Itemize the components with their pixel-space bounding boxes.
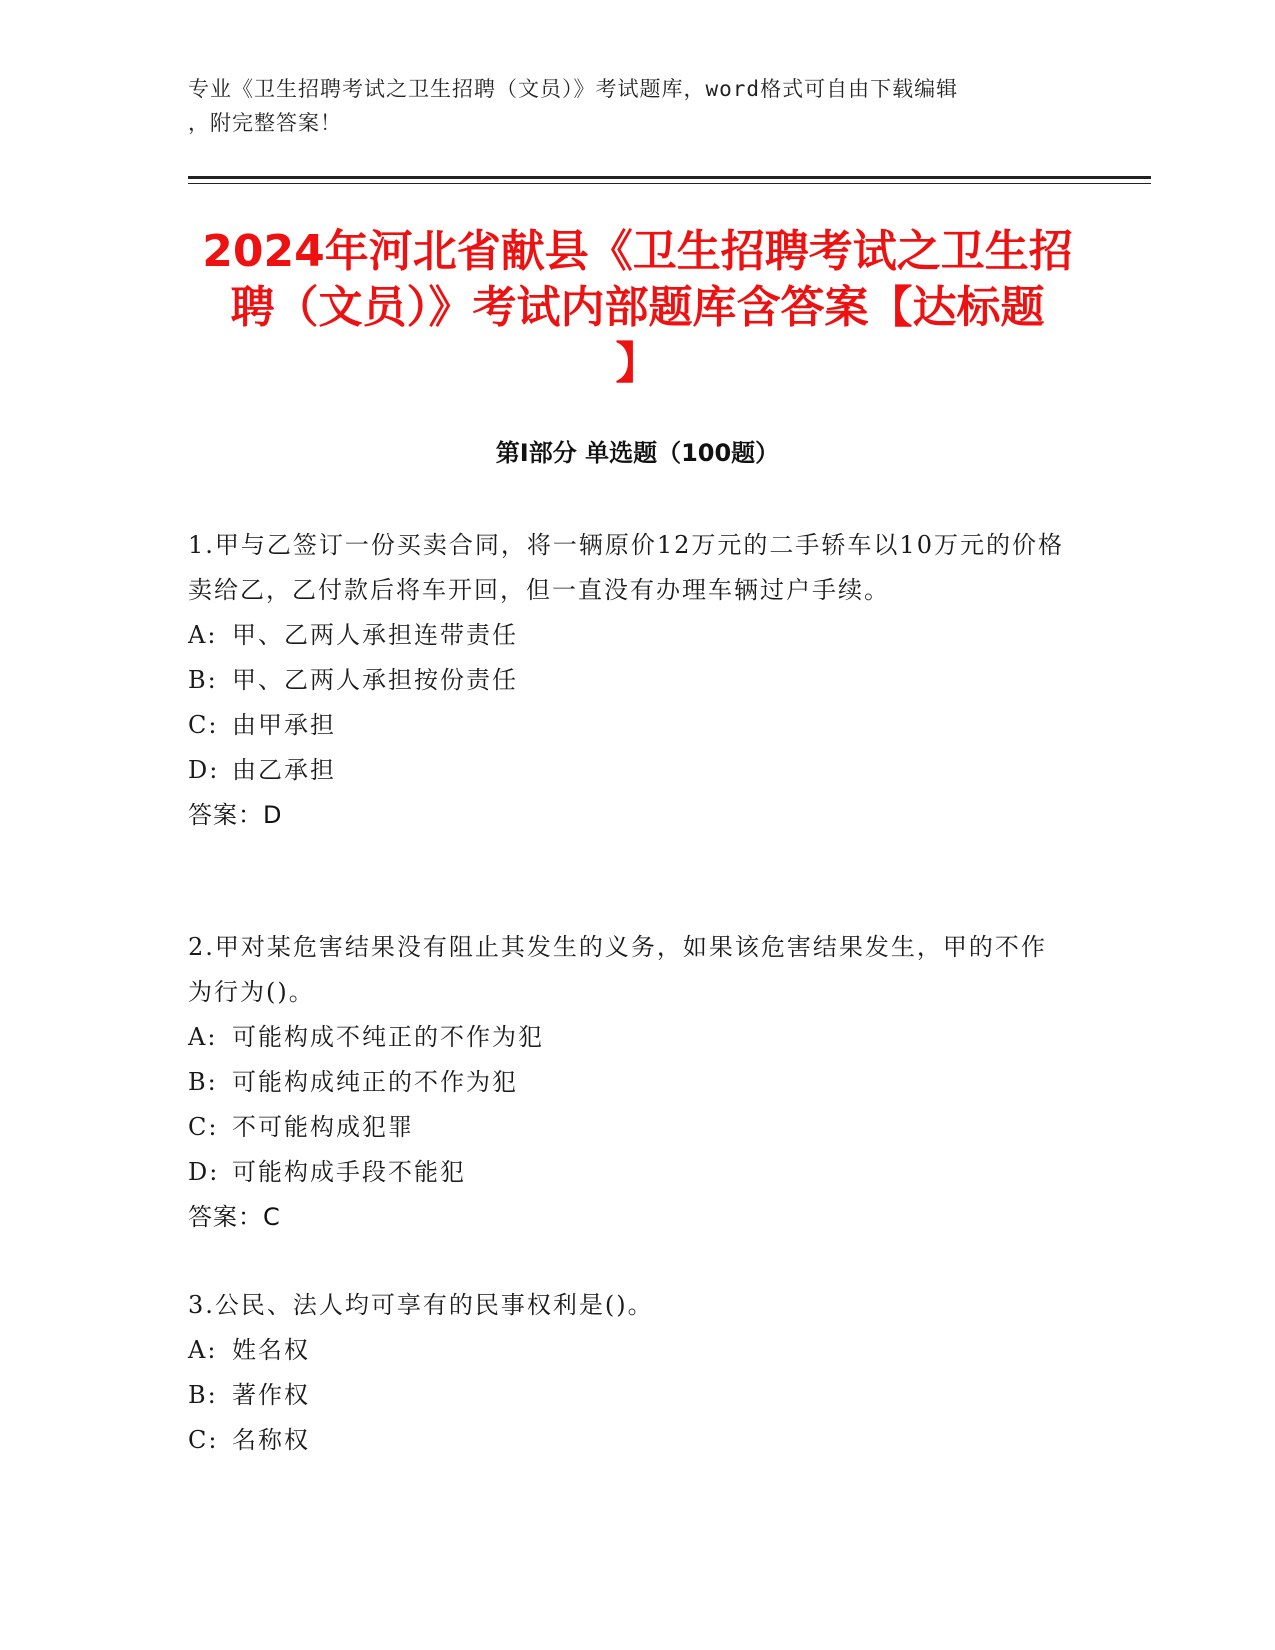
section-heading: 第Ⅰ部分 单选题（100题） (495, 439, 780, 467)
option-b (188, 1373, 1068, 1418)
option-d (188, 1150, 1068, 1195)
question-3 (188, 1283, 1068, 1463)
option-letter: C: (188, 1113, 219, 1141)
option-c (188, 1105, 1068, 1150)
option-c (188, 1418, 1068, 1463)
option-text: 姓名权 (232, 1336, 310, 1364)
option-letter: D: (188, 1158, 220, 1186)
option-text: 不可能构成犯罪 (232, 1113, 414, 1141)
header-divider-thin (188, 183, 1151, 184)
option-letter: C: (188, 1426, 219, 1454)
option-letter: D: (188, 756, 220, 784)
header-note (188, 72, 1088, 140)
option-letter: B: (188, 1068, 218, 1096)
option-text: 著作权 (232, 1381, 310, 1409)
option-text: 由甲承担 (232, 711, 336, 739)
question-2 (188, 925, 1068, 1240)
title-line: 2024年河北省献县《卫生招聘考试之卫生招 (202, 226, 1073, 277)
option-text: 可能构成不纯正的不作为犯 (232, 1023, 544, 1051)
option-d (188, 748, 1068, 793)
header-divider-thick (188, 176, 1151, 179)
title-line: 聘（文员）》考试内部题库含答案【达标题 (230, 282, 1045, 333)
question-stem: 3.公民、法人均可享有的民事权利是()。 (188, 1291, 654, 1319)
option-letter: A: (188, 621, 218, 649)
option-text: 甲、乙两人承担按份责任 (232, 666, 518, 694)
option-b (188, 1060, 1068, 1105)
option-a (188, 1328, 1068, 1373)
option-text: 甲、乙两人承担连带责任 (232, 621, 518, 649)
header-note-line: ，附完整答案！ (188, 111, 342, 135)
option-text: 名称权 (232, 1426, 310, 1454)
question-1 (188, 523, 1068, 838)
option-letter: A: (188, 1336, 218, 1364)
question-stem: 2.甲对某危害结果没有阻止其发生的义务，如果该危害结果发生，甲的不作为行为()。 (188, 933, 1047, 1006)
option-c (188, 703, 1068, 748)
document-title (180, 224, 1095, 392)
title-line: 】 (615, 338, 660, 389)
option-a (188, 1015, 1068, 1060)
option-letter: B: (188, 666, 218, 694)
option-letter: A: (188, 1023, 218, 1051)
option-letter: C: (188, 711, 219, 739)
answer-line: 答案：D (188, 801, 283, 829)
answer-line: 答案：C (188, 1203, 281, 1231)
option-text: 由乙承担 (232, 756, 336, 784)
header-note-line: 专业《卫生招聘考试之卫生招聘（文员）》考试题库，word格式可自由下载编辑 (188, 77, 959, 101)
option-letter: B: (188, 1381, 218, 1409)
option-a (188, 613, 1068, 658)
option-text: 可能构成纯正的不作为犯 (232, 1068, 518, 1096)
option-b (188, 658, 1068, 703)
option-text: 可能构成手段不能犯 (232, 1158, 466, 1186)
question-stem: 1.甲与乙签订一份买卖合同，将一辆原价12万元的二手轿车以10万元的价格卖给乙，乙付款后将车开回，但一直没有办理车辆过户手续。 (188, 531, 1064, 604)
